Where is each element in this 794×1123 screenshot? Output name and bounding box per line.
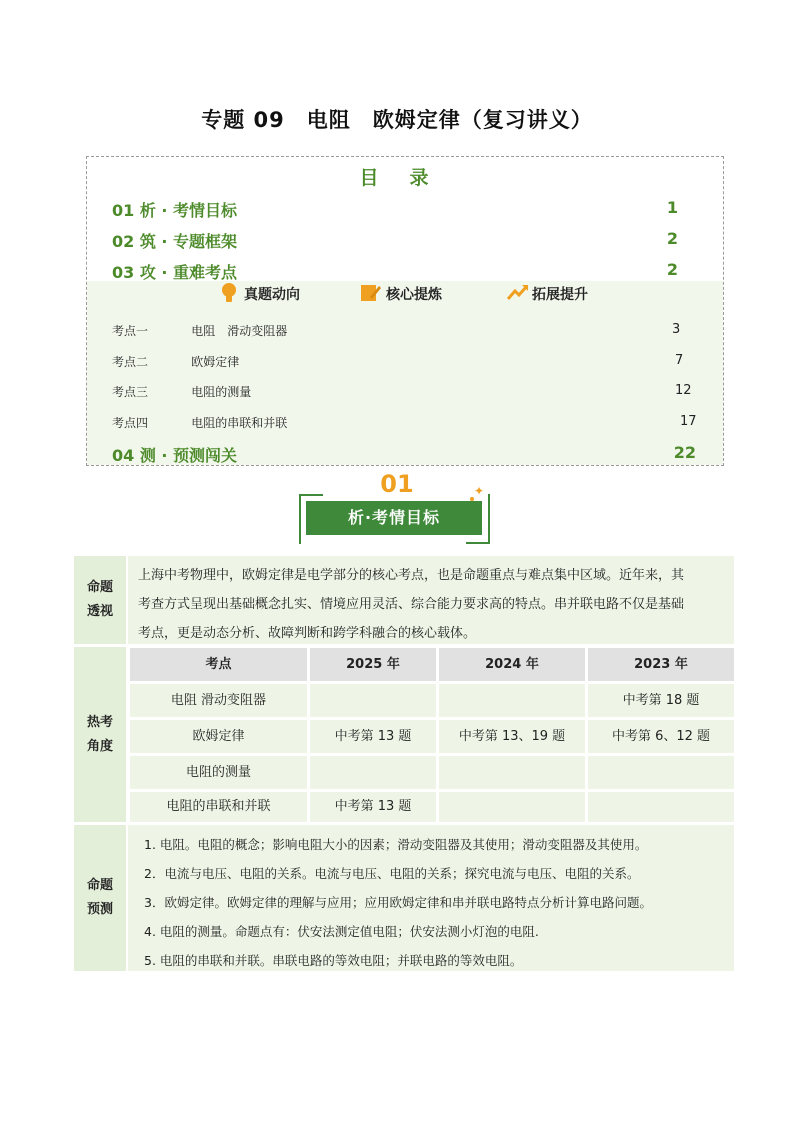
toc-sub-item-2[interactable] xyxy=(112,353,692,370)
table-cell: 中考第 13 题 xyxy=(310,792,436,822)
table-cell: 中考第 18 题 xyxy=(588,684,734,717)
toc-categories xyxy=(0,284,794,314)
toc-item-03[interactable] xyxy=(112,260,692,283)
toc-sub-page: 17 xyxy=(680,414,697,429)
perspective-line: 考查方式呈现出基础概念扎实、情境应用灵活、综合能力要求高的特点。串并联电路不仅是基础 xyxy=(138,597,685,612)
table-cell xyxy=(439,756,585,789)
perspective-line: 考点，更是动态分析、故障判断和跨学科融合的核心载体。 xyxy=(138,626,477,641)
table-cell xyxy=(310,756,436,789)
section-badge: 析·考情目标 xyxy=(306,501,482,535)
toc-item-label: 01 析 · 考情目标 xyxy=(112,201,238,220)
table-cell xyxy=(439,684,585,717)
toc-sub-page: 12 xyxy=(675,383,692,398)
toc-sub-page: 3 xyxy=(672,322,681,337)
table-cell: 电阻的串联和并联 xyxy=(130,792,307,822)
table-cell: 中考第 6、12 题 xyxy=(588,720,734,753)
table-cell xyxy=(310,684,436,717)
toc-sub-label: 电阻 滑动变阻器 xyxy=(191,324,288,338)
prediction-item: 3．欧姆定律。欧姆定律的理解与应用；应用欧姆定律和串并联电路特点分析计算电路问题。 xyxy=(144,895,652,910)
toc-sub-key: 考点四 xyxy=(112,416,149,430)
table-cell: 中考第 13、19 题 xyxy=(439,720,585,753)
table-header: 考点 xyxy=(130,648,307,681)
sparkle-icon: ✦ xyxy=(474,484,485,498)
toc-item-label: 04 测 · 预测闯关 xyxy=(112,446,238,465)
toc-item-02[interactable] xyxy=(112,229,692,252)
table-cell xyxy=(588,792,734,822)
table-cell xyxy=(588,756,734,789)
label-line: 热考 xyxy=(86,714,113,730)
perspective-line: 上海中考物理中，欧姆定律是电学部分的核心考点，也是命题重点与难点集中区域。近年来，其 xyxy=(138,568,685,583)
label-line: 透视 xyxy=(86,604,113,619)
prediction-item: 5. 电阻的串联和并联。串联电路的等效电阻；并联电路的等效电阻。 xyxy=(144,953,523,968)
pencil-icon xyxy=(360,282,382,308)
section-number: 01 xyxy=(380,470,414,498)
category-real-exam[interactable] xyxy=(222,284,300,304)
label-line: 角度 xyxy=(86,738,113,754)
category-label: 拓展提升 xyxy=(532,287,588,303)
label-line: 预测 xyxy=(86,902,113,917)
prediction-item: 4. 电阻的测量。命题点有：伏安法测定值电阻；伏安法测小灯泡的电阻. xyxy=(144,924,539,939)
toc-sub-key: 考点一 xyxy=(112,324,149,338)
category-core[interactable] xyxy=(362,284,442,304)
toc-item-page: 1 xyxy=(666,198,678,217)
category-extend[interactable] xyxy=(506,284,588,304)
table-cell: 电阻 滑动变阻器 xyxy=(130,684,307,717)
toc-item-page: 22 xyxy=(673,443,696,462)
toc-item-label: 03 攻 · 重难考点 xyxy=(112,263,238,282)
toc-item-04[interactable] xyxy=(112,443,696,466)
toc-sub-key: 考点三 xyxy=(112,385,149,399)
label-prediction xyxy=(74,825,126,971)
table-header: 2024 年 xyxy=(439,648,585,681)
toc-sub-item-4[interactable] xyxy=(112,414,697,431)
label-perspective xyxy=(74,556,126,644)
toc-item-label: 02 筑 · 专题框架 xyxy=(112,232,238,251)
table-cell: 欧姆定律 xyxy=(130,720,307,753)
toc-sub-label: 电阻的串联和并联 xyxy=(191,416,288,430)
toc-heading: 目 录 xyxy=(359,167,435,189)
toc-sub-label: 电阻的测量 xyxy=(191,385,252,399)
toc-item-page: 2 xyxy=(666,229,678,248)
toc-item-01[interactable] xyxy=(112,198,692,221)
toc-sub-label: 欧姆定律 xyxy=(191,355,240,369)
toc-sub-item-1[interactable] xyxy=(112,322,692,339)
page-title: 专题 09 电阻 欧姆定律（复习讲义） xyxy=(201,108,593,132)
table-cell: 中考第 13 题 xyxy=(310,720,436,753)
prediction-item: 1. 电阻。电阻的概念；影响电阻大小的因素；滑动变阻器及其使用；滑动变阻器及其使用。 xyxy=(144,837,648,852)
toc-sub-page: 7 xyxy=(675,353,684,368)
toc-item-page: 2 xyxy=(666,260,678,279)
table-header: 2023 年 xyxy=(588,648,734,681)
prediction-item: 2．电流与电压、电阻的关系。电流与电压、电阻的关系；探究电流与电压、电阻的关系。 xyxy=(144,866,640,881)
lightbulb-icon xyxy=(220,282,238,308)
table-cell: 电阻的测量 xyxy=(130,756,307,789)
toc-sub-item-3[interactable] xyxy=(112,383,692,400)
label-hot-angle xyxy=(74,647,126,822)
table-cell xyxy=(439,792,585,822)
toc-sub-key: 考点二 xyxy=(112,355,149,369)
label-line: 命题 xyxy=(86,580,113,595)
trend-up-icon xyxy=(506,282,530,306)
category-label: 核心提炼 xyxy=(386,287,442,303)
table-header: 2025 年 xyxy=(310,648,436,681)
label-line: 命题 xyxy=(86,878,113,893)
category-label: 真题动向 xyxy=(244,287,300,303)
